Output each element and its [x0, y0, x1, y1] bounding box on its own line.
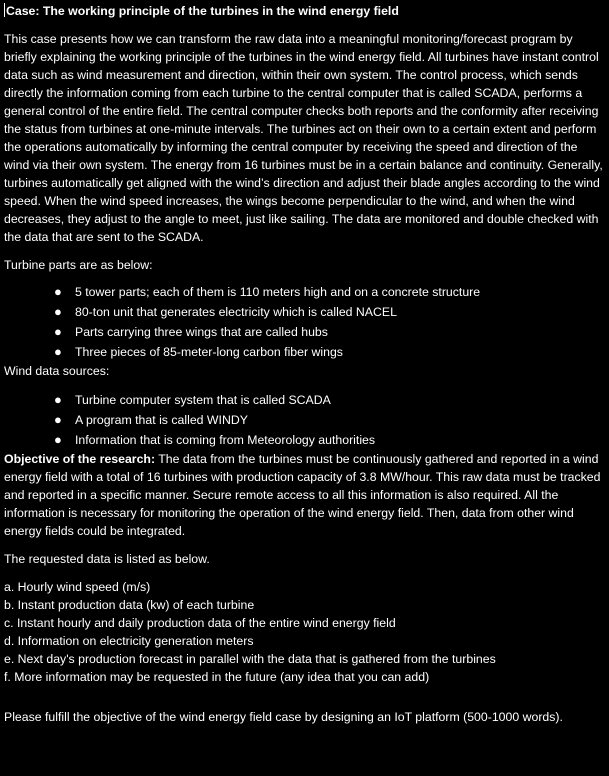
bullet-icon: ● — [54, 304, 62, 319]
list-item: ● Three pieces of 85-meter-long carbon fiber wings — [4, 342, 604, 362]
list-item: ● Turbine computer system that is called SCADA — [4, 390, 604, 410]
turbine-parts-list — [4, 282, 604, 362]
list-item: b. Instant production data (kw) of each turbine — [4, 598, 255, 612]
list-item: a. Hourly wind speed (m/s) — [4, 580, 151, 594]
list-item: ● 80-ton unit that generates electricity which is called NACEL — [4, 302, 604, 322]
objective-paragraph — [4, 450, 604, 540]
wind-sources-list — [4, 390, 604, 450]
list-item: ● 5 tower parts; each of them is 110 meters high and on a concrete structure — [4, 282, 604, 302]
list-item: f. More information may be requested in the future (any idea that you can add) — [4, 670, 430, 684]
list-item: e. Next day's production forecast in parallel with the data that is gathered from the turbines — [4, 652, 496, 666]
case-title: Case: The working principle of the turbines in the wind energy field — [6, 4, 399, 18]
text-cursor[interactable] — [4, 3, 5, 17]
wind-sources-heading: Wind data sources: — [4, 364, 110, 378]
bullet-icon: ● — [54, 432, 62, 447]
turbine-parts-heading: Turbine parts are as below: — [4, 258, 153, 272]
intro-paragraph: This case presents how we can transform the raw data into a meaningful monitoring/forecast program by briefly explaining the working principle of the turbines in the wind energy field. All turbines have instant control data such as wind measurement and direction, within their own system. The control process, which sends directly the information coming from each turbine to the central computer that is called SCADA, performs a general control of the entire field. The central computer checks both reports and the conformity after receiving the status from turbines at one-minute intervals. The turbines act on their own to a certain extent and perform the operations automatically by informing the central computer by receiving the speed and direction of the wind via their own system. The energy from 16 turbines must be in a certain balance and continuity. Generally, turbines automatically get aligned with the wind’s direction and adjust their blade angles according to the wind speed. When the wind speed increases, the wings become perpendicular to the wind, and when the wind decreases, they adjust to the angle to meet, just like sailing. The data are monitored and double checked with the data that are sent to the SCADA. — [4, 32, 603, 244]
bullet-icon: ● — [54, 324, 62, 339]
objective-text: The data from the turbines must be continuously gathered and reported in a wind energy field with a total of 16 turbines with production capacity of 3.8 MW/hour. This raw data must be tracked and reported in a specific manner. Secure remote access to all this information is also required. All the information is necessary for monitoring the operation of the wind energy field. Then, data from other wind energy fields could be integrated. — [4, 452, 601, 538]
closing-instruction: Please fulfill the objective of the wind energy field case by designing an IoT platform (500-1000 words). — [4, 710, 563, 724]
list-item: ● Information that is coming from Meteorology authorities — [4, 430, 604, 450]
list-item: ● Parts carrying three wings that are called hubs — [4, 322, 604, 342]
list-item: d. Information on electricity generation meters — [4, 634, 254, 648]
objective-label: Objective of the research: — [4, 452, 156, 466]
bullet-icon: ● — [54, 412, 62, 427]
bullet-icon: ● — [54, 284, 62, 299]
bullet-icon: ● — [54, 344, 62, 359]
requested-heading: The requested data is listed as below. — [4, 552, 210, 566]
requested-list — [4, 578, 604, 686]
list-item: c. Instant hourly and daily production data of the entire wind energy field — [4, 616, 396, 630]
list-item: ● A program that is called WINDY — [4, 410, 604, 430]
bullet-icon: ● — [54, 392, 62, 407]
document — [4, 2, 604, 726]
